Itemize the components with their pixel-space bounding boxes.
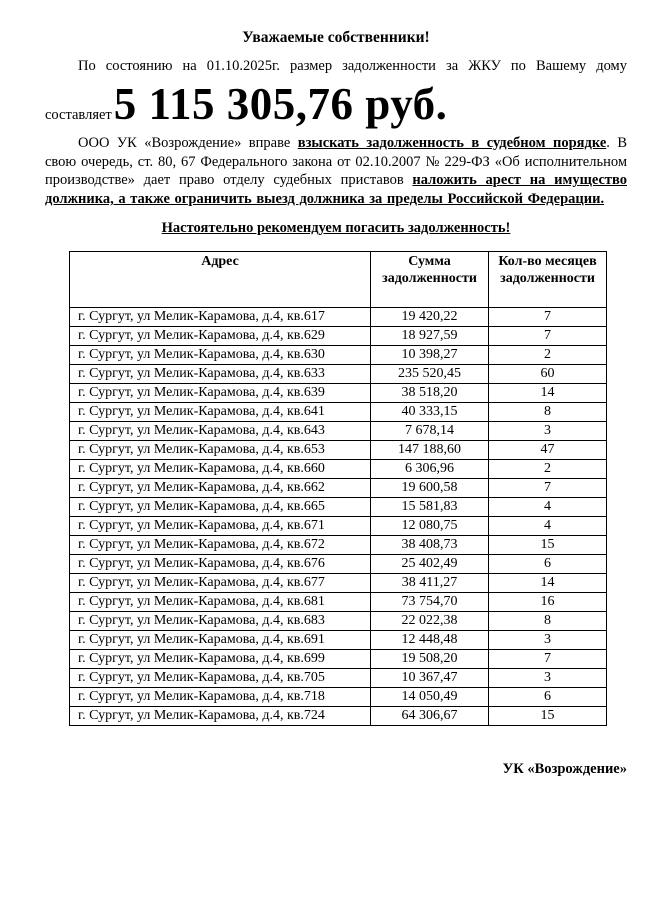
row-address: г. Сургут, ул Мелик-Карамова, д.4, кв.718 xyxy=(70,687,371,706)
recommendation-line: Настоятельно рекомендуем погасить задолженность! xyxy=(161,219,511,236)
row-months: 6 xyxy=(489,554,607,573)
table-row xyxy=(70,478,607,497)
legal-bold-2: наложить арест на имущество должника, а также ограничить выезд должника за пределы Российской Федерации. xyxy=(45,172,627,208)
column-header-months: Кол-во месяцев задолженности xyxy=(489,251,607,307)
debt-table xyxy=(69,251,607,726)
table-row xyxy=(70,364,607,383)
intro-paragraph: По состоянию на 01.10.2025г. размер задолженности за ЖКУ по Вашему дому xyxy=(78,58,627,74)
row-amount: 40 333,15 xyxy=(371,402,489,421)
row-address: г. Сургут, ул Мелик-Карамова, д.4, кв.639 xyxy=(70,383,371,402)
row-address: г. Сургут, ул Мелик-Карамова, д.4, кв.724 xyxy=(70,706,371,725)
table-row xyxy=(70,535,607,554)
row-amount: 15 581,83 xyxy=(371,497,489,516)
row-address: г. Сургут, ул Мелик-Карамова, д.4, кв.643 xyxy=(70,421,371,440)
legal-text-1: ООО УК «Возрождение» вправе xyxy=(78,135,298,151)
row-amount: 18 927,59 xyxy=(371,326,489,345)
debt-amount-line xyxy=(45,78,627,130)
debt-amount-value: 5 115 305,76 руб. xyxy=(113,79,448,129)
row-amount: 12 080,75 xyxy=(371,516,489,535)
table-row xyxy=(70,326,607,345)
row-months: 4 xyxy=(489,516,607,535)
table-row xyxy=(70,630,607,649)
row-amount: 14 050,49 xyxy=(371,687,489,706)
document-title: Уважаемые собственники! xyxy=(242,29,430,46)
row-months: 2 xyxy=(489,345,607,364)
signature: УК «Возрождение» xyxy=(502,760,627,777)
debt-amount-prefix: составляет xyxy=(45,107,112,123)
row-amount: 22 022,38 xyxy=(371,611,489,630)
row-amount: 7 678,14 xyxy=(371,421,489,440)
row-address: г. Сургут, ул Мелик-Карамова, д.4, кв.691 xyxy=(70,630,371,649)
row-address: г. Сургут, ул Мелик-Карамова, д.4, кв.630 xyxy=(70,345,371,364)
table-row xyxy=(70,516,607,535)
row-amount: 64 306,67 xyxy=(371,706,489,725)
legal-bold-1: взыскать задолженность в судебном порядке xyxy=(297,135,607,151)
row-months: 4 xyxy=(489,497,607,516)
row-months: 2 xyxy=(489,459,607,478)
legal-text-2: . В свою очередь, ст. 80, 67 Федерального закона от 02.10.2007 № 229-ФЗ «Об исполнительном производстве» дает право отделу судебных приставов xyxy=(45,135,628,189)
table-row xyxy=(70,345,607,364)
column-header-amount: Сумма задолженности xyxy=(371,251,489,307)
row-months: 15 xyxy=(489,535,607,554)
row-amount: 38 411,27 xyxy=(371,573,489,592)
row-months: 7 xyxy=(489,326,607,345)
row-amount: 10 367,47 xyxy=(371,668,489,687)
row-amount: 19 508,20 xyxy=(371,649,489,668)
row-months: 8 xyxy=(489,611,607,630)
row-months: 7 xyxy=(489,478,607,497)
table-row xyxy=(70,497,607,516)
table-row xyxy=(70,554,607,573)
row-amount: 235 520,45 xyxy=(371,364,489,383)
row-amount: 38 518,20 xyxy=(371,383,489,402)
legal-paragraph xyxy=(45,134,627,209)
row-amount: 73 754,70 xyxy=(371,592,489,611)
table-row xyxy=(70,611,607,630)
row-address: г. Сургут, ул Мелик-Карамова, д.4, кв.653 xyxy=(70,440,371,459)
debt-table-body xyxy=(70,307,607,725)
table-row xyxy=(70,668,607,687)
row-amount: 6 306,96 xyxy=(371,459,489,478)
row-amount: 19 600,58 xyxy=(371,478,489,497)
table-row xyxy=(70,307,607,326)
row-amount: 10 398,27 xyxy=(371,345,489,364)
table-row xyxy=(70,649,607,668)
row-address: г. Сургут, ул Мелик-Карамова, д.4, кв.633 xyxy=(70,364,371,383)
row-months: 14 xyxy=(489,573,607,592)
row-months: 47 xyxy=(489,440,607,459)
table-row xyxy=(70,706,607,725)
row-months: 60 xyxy=(489,364,607,383)
debt-table-header xyxy=(70,251,607,307)
row-address: г. Сургут, ул Мелик-Карамова, д.4, кв.641 xyxy=(70,402,371,421)
table-row xyxy=(70,440,607,459)
table-row xyxy=(70,402,607,421)
row-months: 8 xyxy=(489,402,607,421)
row-months: 7 xyxy=(489,649,607,668)
row-address: г. Сургут, ул Мелик-Карамова, д.4, кв.672 xyxy=(70,535,371,554)
row-months: 7 xyxy=(489,307,607,326)
table-row xyxy=(70,421,607,440)
row-address: г. Сургут, ул Мелик-Карамова, д.4, кв.665 xyxy=(70,497,371,516)
row-address: г. Сургут, ул Мелик-Карамова, д.4, кв.629 xyxy=(70,326,371,345)
table-row xyxy=(70,383,607,402)
row-months: 3 xyxy=(489,668,607,687)
row-amount: 147 188,60 xyxy=(371,440,489,459)
row-address: г. Сургут, ул Мелик-Карамова, д.4, кв.617 xyxy=(70,307,371,326)
row-address: г. Сургут, ул Мелик-Карамова, д.4, кв.677 xyxy=(70,573,371,592)
row-amount: 38 408,73 xyxy=(371,535,489,554)
table-row xyxy=(70,687,607,706)
column-header-address: Адрес xyxy=(70,251,371,307)
row-months: 14 xyxy=(489,383,607,402)
row-months: 6 xyxy=(489,687,607,706)
row-months: 3 xyxy=(489,421,607,440)
row-months: 16 xyxy=(489,592,607,611)
row-address: г. Сургут, ул Мелик-Карамова, д.4, кв.705 xyxy=(70,668,371,687)
row-amount: 12 448,48 xyxy=(371,630,489,649)
row-address: г. Сургут, ул Мелик-Карамова, д.4, кв.671 xyxy=(70,516,371,535)
row-address: г. Сургут, ул Мелик-Карамова, д.4, кв.681 xyxy=(70,592,371,611)
table-row xyxy=(70,573,607,592)
row-amount: 19 420,22 xyxy=(371,307,489,326)
row-months: 15 xyxy=(489,706,607,725)
row-address: г. Сургут, ул Мелик-Карамова, д.4, кв.699 xyxy=(70,649,371,668)
row-amount: 25 402,49 xyxy=(371,554,489,573)
row-address: г. Сургут, ул Мелик-Карамова, д.4, кв.683 xyxy=(70,611,371,630)
row-months: 3 xyxy=(489,630,607,649)
row-address: г. Сургут, ул Мелик-Карамова, д.4, кв.660 xyxy=(70,459,371,478)
row-address: г. Сургут, ул Мелик-Карамова, д.4, кв.662 xyxy=(70,478,371,497)
row-address: г. Сургут, ул Мелик-Карамова, д.4, кв.676 xyxy=(70,554,371,573)
table-row xyxy=(70,459,607,478)
table-row xyxy=(70,592,607,611)
